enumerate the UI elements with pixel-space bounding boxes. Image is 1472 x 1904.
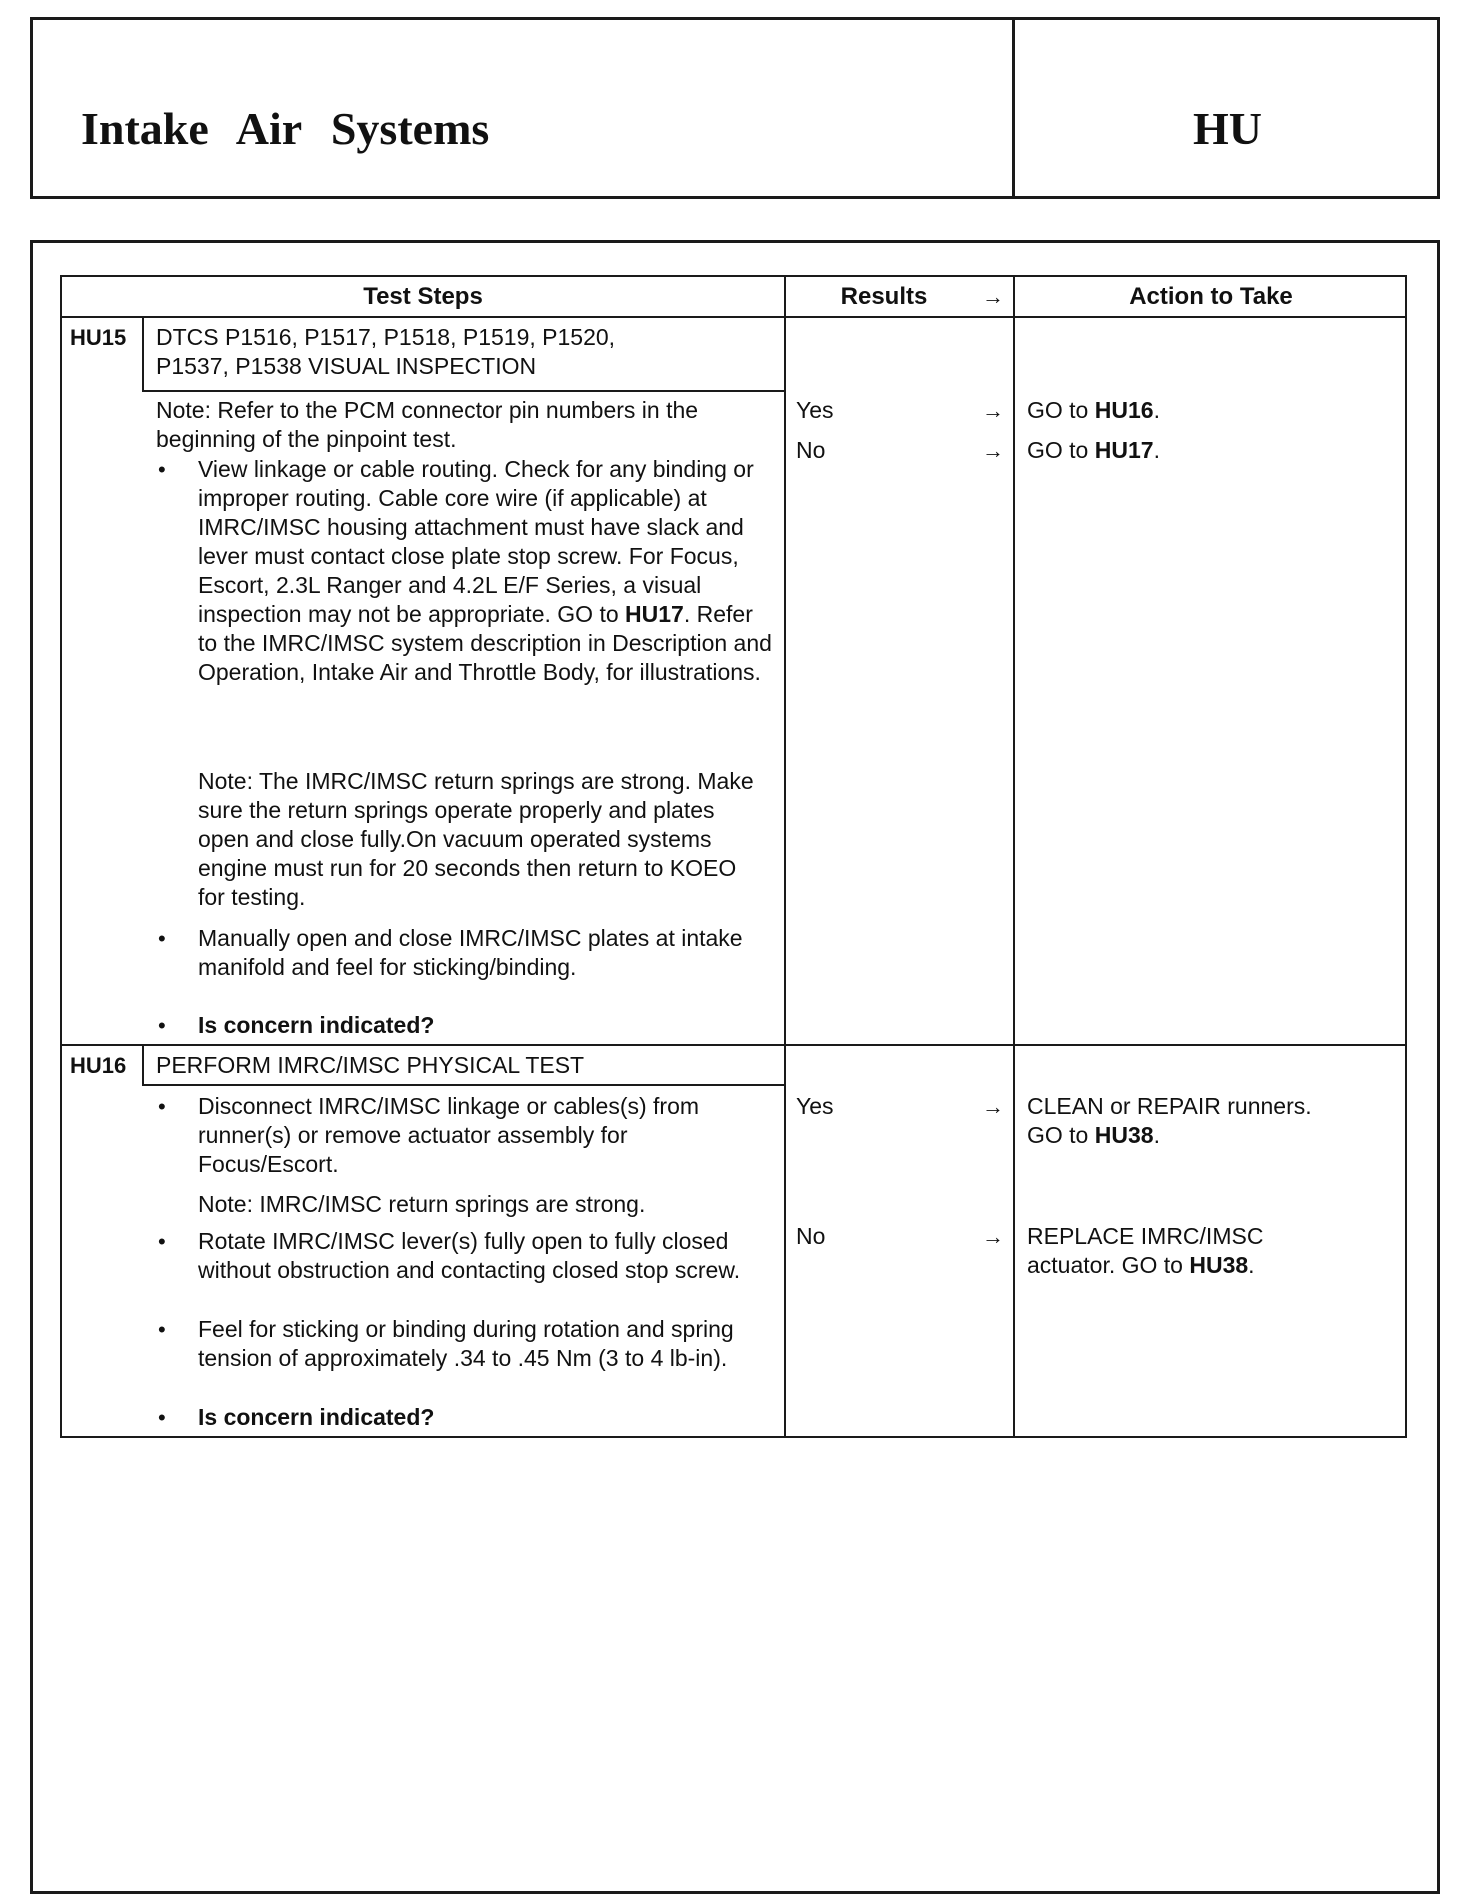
column-header-action: Action to Take (1129, 283, 1293, 310)
result-yes: Yes (796, 1093, 834, 1119)
step-title-divider (142, 1084, 784, 1086)
action-text: REPLACE IMRC/IMSC actuator. GO to HU38. (1027, 1223, 1264, 1278)
goto-step-link[interactable]: HU16 (1094, 397, 1154, 423)
arrow-icon: → (982, 1224, 1004, 1249)
instruction-text: Disconnect IMRC/IMSC linkage or cables(s) from runner(s) or remove actuator assembly for Focus/Escort. (198, 1093, 700, 1177)
question-text: Is concern indicated? (198, 1012, 435, 1038)
step-id: HU15 (70, 325, 127, 350)
diagnostic-table (60, 275, 1407, 1438)
arrow-icon: → (982, 398, 1004, 423)
bullet-icon: • (158, 1405, 166, 1430)
step-id-divider (142, 1046, 144, 1084)
section-code: HU (1193, 103, 1262, 154)
arrow-icon: → (982, 284, 1004, 309)
goto-step-link[interactable]: HU38 (1189, 1252, 1249, 1278)
column-divider-action (1013, 277, 1015, 1436)
step-header-hu15 (62, 318, 784, 390)
action-text: CLEAN or REPAIR runners. GO to HU38. (1027, 1093, 1312, 1148)
step-id: HU16 (70, 1053, 127, 1078)
action-text: GO to HU17. (1027, 437, 1160, 463)
bullet-icon: • (158, 1317, 166, 1342)
arrow-icon: → (982, 438, 1004, 463)
arrow-icon: → (982, 1094, 1004, 1119)
result-yes: Yes (796, 397, 834, 423)
instruction-text: Rotate IMRC/IMSC lever(s) fully open to fully closed without obstruction and contacting closed stop screw. (198, 1228, 741, 1283)
step-title-line: P1537, P1538 VISUAL INSPECTION (156, 353, 537, 379)
result-no: No (796, 437, 826, 463)
header-box (30, 17, 1440, 199)
page-title: Intake Air Systems (81, 103, 490, 154)
bullet-icon: • (158, 1013, 166, 1038)
goto-step-link[interactable]: HU38 (1094, 1122, 1154, 1148)
column-divider-results (784, 277, 786, 1436)
instruction-text: View linkage or cable routing. Check for any binding or improper routing. Cable core wire (if applicable) at IMRC/IMSC housing attachment must have slack and lever must contact close plate stop screw. For Focus, Escort, 2.3L Ranger and 4.2L E/F Series, a visual inspection may not be appropriate. GO to HU17. Refer to the IMRC/IMSC system description in Description and Operation, Intake Air and Throttle Body, for illustrations. (198, 456, 772, 685)
step-id-divider (142, 318, 144, 390)
instruction-text: Manually open and close IMRC/IMSC plates at intake manifold and feel for sticking/binding. (198, 925, 743, 980)
instruction-text: Feel for sticking or binding during rotation and spring tension of approximately .34 to .45 Nm (3 to 4 lb-in). (198, 1316, 734, 1371)
note-text: Note: IMRC/IMSC return springs are strong. (198, 1191, 646, 1217)
column-header-results: Results (840, 283, 928, 310)
step-header-hu16 (62, 1046, 784, 1084)
goto-step-link[interactable]: HU17 (1094, 437, 1154, 463)
result-no: No (796, 1223, 826, 1249)
action-text: GO to HU16. (1027, 397, 1160, 423)
column-header-test-steps: Test Steps (363, 283, 483, 310)
note-text: Note: Refer to the PCM connector pin numbers in the beginning of the pinpoint test. (156, 397, 699, 452)
bullet-icon: • (158, 1229, 166, 1254)
header-title-cell (33, 20, 1015, 196)
step-title-line: DTCS P1516, P1517, P1518, P1519, P1520, (156, 324, 616, 350)
goto-step-link[interactable]: HU17 (625, 601, 684, 627)
bullet-icon: • (158, 926, 166, 951)
step-title-divider (142, 390, 784, 392)
note-text: Note: The IMRC/IMSC return springs are strong. Make sure the return springs operate properly and plates open and close fully.On vacuum operated systems engine must run for 20 seconds then return to KOEO for testing. (198, 768, 754, 910)
bullet-icon: • (158, 1094, 166, 1119)
question-text: Is concern indicated? (198, 1404, 435, 1430)
step-title-line: PERFORM IMRC/IMSC PHYSICAL TEST (156, 1052, 585, 1078)
bullet-icon: • (158, 457, 166, 482)
